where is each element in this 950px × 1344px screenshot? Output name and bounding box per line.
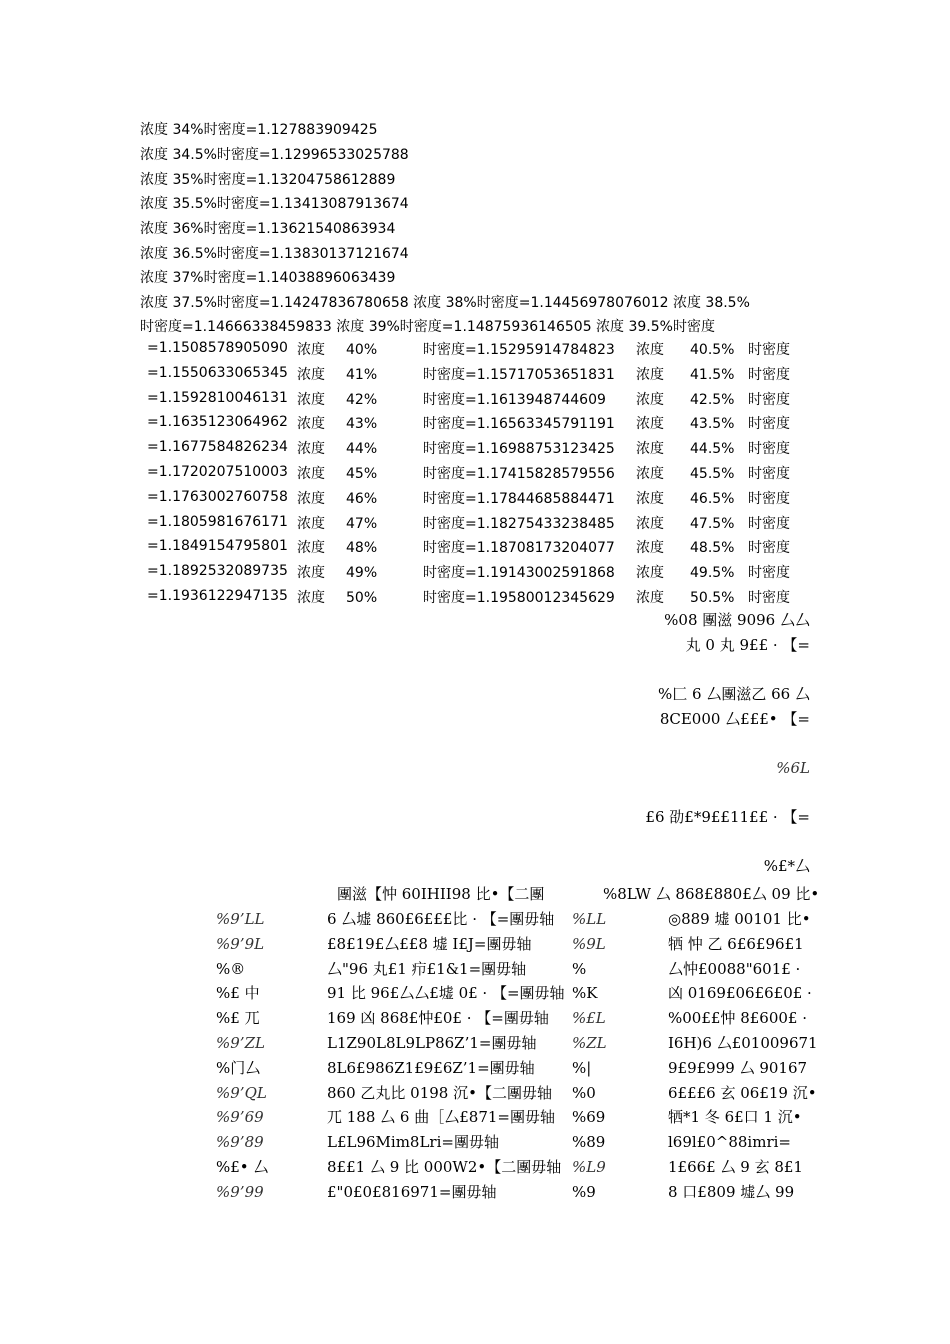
intro-line: 浓度 36%时密度=1.13621540863934 bbox=[140, 221, 396, 237]
density-label: 时密度 bbox=[748, 565, 790, 582]
density-entry: 时密度=1.17844685884471 bbox=[423, 490, 615, 507]
garbled-middle-text: £8£19£厶££8 墟 I£J=團毋轴 bbox=[327, 934, 532, 953]
garbled-right-text: I6H)6 厶£01009671 bbox=[668, 1034, 818, 1052]
density-label: 时密度 bbox=[748, 490, 790, 507]
intro-line: 时密度=1.14666338459833 浓度 39%时密度=1.14875936146505 浓度 39.5%时密度 bbox=[140, 319, 715, 335]
garbled-percent-left: %9’LL bbox=[216, 910, 265, 928]
concentration-percent: 47.5% bbox=[690, 515, 735, 532]
concentration-percent: 50% bbox=[346, 590, 378, 606]
garbled-percent-right: %9 bbox=[572, 1182, 596, 1201]
garbled-right-text: %00££忡 8£600£ · bbox=[668, 1009, 807, 1028]
garbled-right-line: £6 劭£*9££11££ · 【= bbox=[645, 808, 810, 826]
density-entry: 时密度=1.15717053651831 bbox=[423, 366, 615, 383]
garbled-percent-left: %9’9L bbox=[216, 934, 265, 953]
concentration-label: 浓度 bbox=[636, 515, 664, 532]
intro-line: 浓度 35.5%时密度=1.13413087913674 bbox=[140, 196, 409, 212]
garbled-right-line: %匚 6 厶團滋乙 66 厶 bbox=[658, 685, 810, 703]
garbled-percent-right: %9L bbox=[572, 934, 606, 953]
density-entry: 时密度=1.15295914784823 bbox=[423, 342, 615, 358]
concentration-label: 浓度 bbox=[636, 342, 664, 358]
concentration-percent: 49.5% bbox=[690, 565, 735, 582]
density-label: 时密度 bbox=[748, 540, 790, 557]
garbled-percent-right: %K bbox=[572, 984, 598, 1003]
garbled-percent-left: %门厶 bbox=[216, 1058, 261, 1077]
intro-line: 浓度 35%时密度=1.13204758612889 bbox=[140, 172, 396, 188]
concentration-label: 浓度 bbox=[297, 366, 325, 383]
concentration-label: 浓度 bbox=[636, 391, 664, 408]
garbled-percent-right: % bbox=[572, 959, 587, 978]
garbled-right-text: 凶 0169£06£6£0£ · bbox=[668, 984, 812, 1003]
density-value: =1.1508578905090 bbox=[147, 340, 288, 356]
concentration-percent: 40.5% bbox=[690, 342, 735, 358]
concentration-percent: 42% bbox=[346, 391, 378, 408]
concentration-percent: 45% bbox=[346, 466, 378, 482]
density-label: 时密度 bbox=[748, 515, 790, 532]
density-value: =1.1720207510003 bbox=[147, 464, 288, 480]
concentration-label: 浓度 bbox=[297, 391, 325, 408]
density-entry: 时密度=1.19580012345629 bbox=[423, 590, 615, 606]
concentration-percent: 46% bbox=[346, 490, 378, 507]
intro-line: 浓度 34.5%时密度=1.12996533025788 bbox=[140, 147, 409, 163]
intro-line: 浓度 34%时密度=1.127883909425 bbox=[140, 122, 378, 138]
garbled-middle-text: L£L96Mim8Lri=團毋轴 bbox=[327, 1133, 499, 1152]
garbled-middle-text: 兀 188 厶 6 曲［厶£871=團毋轴 bbox=[327, 1108, 555, 1127]
garbled-percent-right: %ZL bbox=[572, 1034, 607, 1052]
concentration-label: 浓度 bbox=[297, 590, 325, 606]
garbled-right-text: 1£66£ 厶 9 玄 8£1 bbox=[668, 1158, 803, 1176]
density-value: =1.1550633065345 bbox=[147, 364, 288, 381]
concentration-percent: 43% bbox=[346, 416, 378, 433]
concentration-percent: 48% bbox=[346, 540, 378, 557]
concentration-label: 浓度 bbox=[636, 466, 664, 482]
density-value: =1.1763002760758 bbox=[147, 488, 288, 505]
garbled-right-line: %£*厶 bbox=[763, 857, 810, 875]
density-entry: 时密度=1.16563345791191 bbox=[423, 416, 615, 433]
garbled-percent-left: %£ 中 bbox=[216, 984, 260, 1003]
garbled-percent-right: %£L bbox=[572, 1009, 606, 1028]
concentration-percent: 41% bbox=[346, 366, 378, 383]
garbled-middle-text: 6 厶墟 860£6£££比 · 【=團毋轴 bbox=[327, 910, 555, 928]
intro-line: 浓度 37.5%时密度=1.14247836780658 浓度 38%时密度=1.14456978076012 浓度 38.5% bbox=[140, 295, 750, 311]
density-value: =1.1592810046131 bbox=[147, 389, 288, 406]
density-label: 时密度 bbox=[748, 342, 790, 358]
concentration-percent: 50.5% bbox=[690, 590, 735, 606]
density-label: 时密度 bbox=[748, 590, 790, 606]
garbled-right-text: 厶忡£0088"601£ · bbox=[668, 959, 801, 978]
garbled-middle-text: L1Z90L8L9LP86Z’1=團毋轴 bbox=[327, 1034, 537, 1052]
garbled-middle-text: 厶"96 丸£1 疖£1&1=團毋轴 bbox=[327, 959, 527, 978]
density-entry: 时密度=1.16988753123425 bbox=[423, 441, 615, 458]
density-entry: 时密度=1.17415828579556 bbox=[423, 466, 615, 482]
garbled-percent-right: %69 bbox=[572, 1108, 606, 1127]
garbled-percent-left: %9’QL bbox=[216, 1083, 267, 1102]
garbled-percent-left: %9’69 bbox=[216, 1108, 264, 1127]
density-value: =1.1892532089735 bbox=[147, 563, 288, 580]
concentration-label: 浓度 bbox=[297, 565, 325, 582]
concentration-percent: 40% bbox=[346, 342, 378, 358]
concentration-label: 浓度 bbox=[297, 490, 325, 507]
garbled-right-text: 9£9£999 厶 90167 bbox=[668, 1058, 808, 1077]
concentration-percent: 41.5% bbox=[690, 366, 735, 383]
garbled-percent-left: %£• 厶 bbox=[216, 1158, 269, 1176]
concentration-label: 浓度 bbox=[297, 342, 325, 358]
concentration-label: 浓度 bbox=[297, 466, 325, 482]
concentration-label: 浓度 bbox=[636, 490, 664, 507]
density-label: 时密度 bbox=[748, 416, 790, 433]
concentration-percent: 49% bbox=[346, 565, 378, 582]
garbled-header-right: %8LW 厶 868£880£厶 09 比• bbox=[603, 885, 820, 903]
concentration-label: 浓度 bbox=[636, 565, 664, 582]
garbled-percent-right: %L9 bbox=[572, 1158, 606, 1176]
garbled-right-text: 牺*1 冬 6£口 1 沉• bbox=[668, 1108, 802, 1127]
garbled-middle-text: 169 凶 868£忡£0£ · 【=團毋轴 bbox=[327, 1009, 549, 1028]
garbled-middle-text: 91 比 96£厶厶£墟 0£ · 【=團毋轴 bbox=[327, 984, 565, 1003]
garbled-right-text: 6£££6 玄 06£19 沉• bbox=[668, 1083, 817, 1102]
garbled-percent-left: %9’99 bbox=[216, 1182, 264, 1201]
garbled-percent-right: %0 bbox=[572, 1083, 596, 1102]
density-entry: 时密度=1.1613948744609 bbox=[423, 391, 606, 408]
concentration-label: 浓度 bbox=[297, 416, 325, 433]
garbled-middle-text: £"0£0£816971=團毋轴 bbox=[327, 1182, 497, 1201]
concentration-percent: 45.5% bbox=[690, 466, 735, 482]
density-value: =1.1677584826234 bbox=[147, 439, 288, 456]
garbled-right-text: 牺 忡 乙 6£6£96£1 bbox=[668, 934, 804, 953]
concentration-percent: 48.5% bbox=[690, 540, 735, 557]
garbled-right-text: ◎889 墟 00101 比• bbox=[668, 910, 811, 928]
garbled-right-line: %6L bbox=[776, 759, 810, 777]
density-value: =1.1849154795801 bbox=[147, 538, 288, 555]
garbled-middle-text: 860 乙丸比 0198 沉•【二團毋轴 bbox=[327, 1083, 552, 1102]
intro-line: 浓度 36.5%时密度=1.13830137121674 bbox=[140, 246, 409, 262]
concentration-label: 浓度 bbox=[636, 416, 664, 433]
garbled-percent-right: %| bbox=[572, 1058, 592, 1077]
density-value: =1.1936122947135 bbox=[147, 588, 288, 604]
garbled-middle-text: 8L6£986Z1£9£6Z’1=團毋轴 bbox=[327, 1058, 535, 1077]
density-label: 时密度 bbox=[748, 366, 790, 383]
concentration-percent: 44% bbox=[346, 441, 378, 458]
garbled-right-line: %08 團滋 9096 厶厶 bbox=[664, 611, 810, 629]
concentration-percent: 43.5% bbox=[690, 416, 735, 433]
concentration-label: 浓度 bbox=[636, 540, 664, 557]
density-label: 时密度 bbox=[748, 391, 790, 408]
garbled-header-middle: 團滋【忡 60IHII98 比•【二團 bbox=[337, 885, 545, 903]
density-entry: 时密度=1.19143002591868 bbox=[423, 565, 615, 582]
concentration-label: 浓度 bbox=[297, 515, 325, 532]
concentration-label: 浓度 bbox=[636, 590, 664, 606]
concentration-label: 浓度 bbox=[636, 366, 664, 383]
density-label: 时密度 bbox=[748, 466, 790, 482]
garbled-right-text: 8 口£809 墟厶 99 bbox=[668, 1182, 795, 1201]
concentration-percent: 47% bbox=[346, 515, 378, 532]
garbled-percent-left: %9’ZL bbox=[216, 1034, 265, 1052]
garbled-percent-right: %LL bbox=[572, 910, 607, 928]
density-entry: 时密度=1.18708173204077 bbox=[423, 540, 615, 557]
density-value: =1.1635123064962 bbox=[147, 414, 288, 431]
intro-line: 浓度 37%时密度=1.14038896063439 bbox=[140, 270, 396, 286]
concentration-label: 浓度 bbox=[297, 540, 325, 557]
concentration-percent: 46.5% bbox=[690, 490, 735, 507]
garbled-right-line: 8CE000 厶£££• 【= bbox=[659, 710, 810, 728]
concentration-percent: 44.5% bbox=[690, 441, 735, 458]
concentration-label: 浓度 bbox=[297, 441, 325, 458]
density-entry: 时密度=1.18275433238485 bbox=[423, 515, 615, 532]
concentration-percent: 42.5% bbox=[690, 391, 735, 408]
garbled-percent-right: %89 bbox=[572, 1133, 606, 1152]
garbled-percent-left: %9’89 bbox=[216, 1133, 264, 1152]
garbled-right-text: l69l£0^88imri= bbox=[668, 1133, 791, 1152]
density-value: =1.1805981676171 bbox=[147, 513, 288, 530]
garbled-right-line: 丸 0 丸 9££ · 【= bbox=[685, 636, 810, 654]
garbled-percent-left: %® bbox=[216, 959, 246, 978]
garbled-middle-text: 8££1 厶 9 比 000W2•【二團毋轴 bbox=[327, 1158, 562, 1176]
concentration-label: 浓度 bbox=[636, 441, 664, 458]
garbled-percent-left: %£ 兀 bbox=[216, 1009, 260, 1028]
density-label: 时密度 bbox=[748, 441, 790, 458]
